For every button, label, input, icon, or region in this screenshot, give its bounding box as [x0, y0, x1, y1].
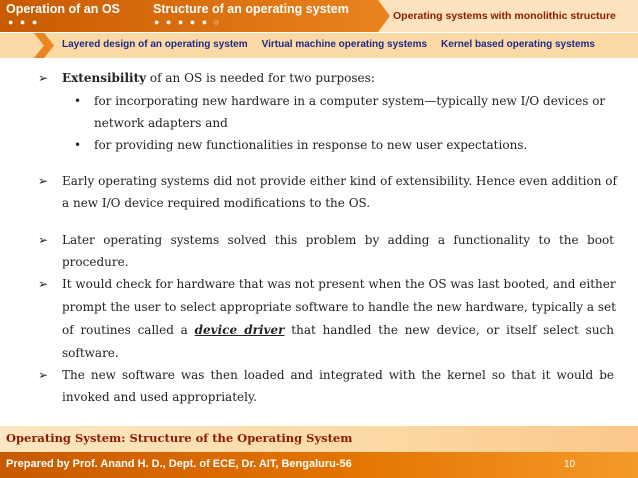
- arrow-bullet-icon: ➢: [38, 233, 49, 247]
- footer-title-band: [0, 426, 638, 452]
- bullet-functionality: for providing new functionalities in response to new user expectations.: [94, 138, 528, 152]
- footer-title: Operating System: Structure of the Operating System: [6, 431, 353, 445]
- nav-section-structure[interactable]: Structure of an operating system: [153, 2, 349, 16]
- page-number: 10: [564, 459, 576, 470]
- nav-subsection-list: [62, 39, 595, 50]
- para-early-os-line1: Early operating systems did not provide either kind of extensibility. Hence even addition of: [62, 174, 617, 188]
- para-early-os-line2: a new I/O device required modifications to the OS.: [62, 196, 371, 210]
- para-check-line1: It would check for hardware that was not present when the OS was last booted, and either: [62, 277, 616, 291]
- bullet-dot-icon: •: [74, 138, 82, 152]
- nav-sub-layered[interactable]: Layered design of an operating system: [62, 39, 248, 50]
- para-new-software-line1: The new software was then loaded and integrated with the kernel so that it would be: [62, 368, 614, 382]
- term-extensibility: Extensibility: [62, 71, 147, 85]
- nav-sub-kernel-based[interactable]: Kernel based operating systems: [441, 39, 595, 50]
- arrow-bullet-icon: ➢: [38, 277, 49, 291]
- para-check-line2: prompt the user to select appropriate software to handle the new hardware, typically a set: [62, 300, 616, 314]
- bullet-hardware-line2: network adapters and: [94, 116, 228, 130]
- footer-credit: Prepared by Prof. Anand H. D., Dept. of ECE, Dr. AIT, Bengaluru-56: [6, 458, 352, 470]
- nav-section-operation-dots: ● ● ●: [8, 17, 40, 27]
- nav-current-topic[interactable]: Operating systems with monolithic structure: [393, 10, 616, 22]
- arrow-bullet-icon: ➢: [38, 71, 49, 85]
- para-check-line3: of routines called a device driver that handled the new device, or itself select such: [62, 323, 614, 337]
- nav-section-structure-dots: ● ● ● ● ● ○: [154, 17, 222, 27]
- nav-top-band: [0, 0, 638, 32]
- arrow-bullet-icon: ➢: [38, 174, 49, 188]
- bullet-dot-icon: •: [74, 94, 82, 108]
- nav-sub-virtual-machine[interactable]: Virtual machine operating systems: [261, 39, 428, 50]
- para-extensibility: Extensibility of an OS is needed for two purposes:: [62, 71, 375, 85]
- footer-bar: [0, 452, 638, 478]
- nav-subsection-band: [0, 33, 638, 58]
- nav-section-operation[interactable]: Operation of an OS: [6, 2, 120, 16]
- term-device-driver: device driver: [194, 323, 285, 337]
- para-later-os-line1: Later operating systems solved this problem by adding a functionality to the boot: [62, 233, 614, 247]
- slide-content: [0, 58, 638, 426]
- para-check-line4: software.: [62, 346, 119, 360]
- chevron-right-icon: [34, 33, 54, 58]
- para-new-software-line2: invoked and used appropriately.: [62, 390, 257, 404]
- para-later-os-line2: procedure.: [62, 255, 129, 269]
- arrow-bullet-icon: ➢: [38, 368, 49, 382]
- bullet-hardware-line1: for incorporating new hardware in a computer system—typically new I/O devices or: [94, 94, 606, 108]
